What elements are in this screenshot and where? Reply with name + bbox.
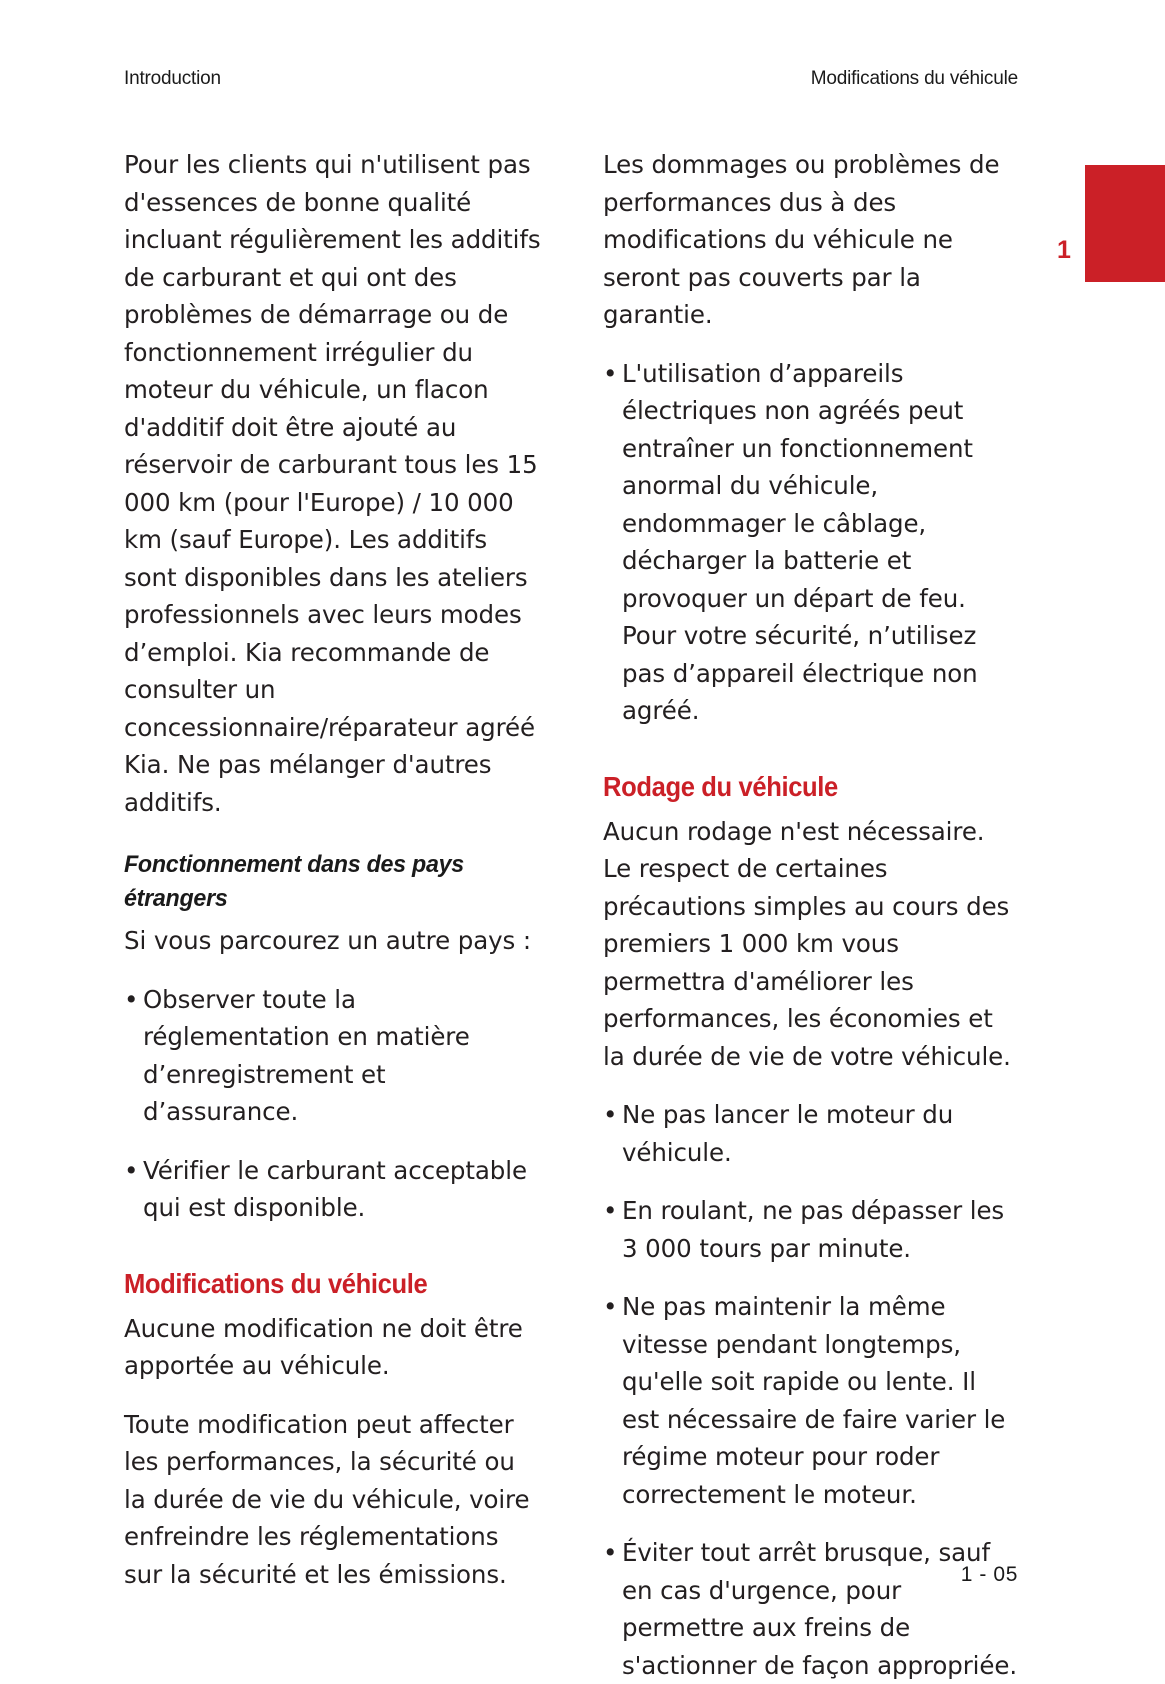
bullet-dot-icon: • — [124, 984, 139, 1014]
subheading-foreign-operation: Fonctionnement dans des pays étrangers — [124, 851, 464, 912]
list-item — [603, 1096, 1020, 1171]
heading-rodage-du-vehicule: Rodage du véhicule — [603, 770, 838, 802]
paragraph-warranty: Les dommages ou problèmes de performances dus à des modifications du véhicule ne seront pas couverts par la garantie. — [603, 150, 1000, 329]
list-item — [124, 1152, 541, 1227]
list-item-text: Ne pas lancer le moteur du véhicule. — [622, 1100, 954, 1167]
list-item-text: En roulant, ne pas dépasser les 3 000 tours par minute. — [622, 1196, 1005, 1263]
list-item — [603, 1534, 1020, 1684]
paragraph-modification-effects: Toute modification peut affecter les performances, la sécurité ou la durée de vie du véhicule, voire enfreindre les réglementations sur la sécurité et les émissions. — [124, 1409, 530, 1589]
list-item-text: L'utilisation d’appareils électriques non agréés peut entraîner un fonctionnement anormal du véhicule, endommager le câblage, décharger la batterie et provoquer un départ de feu. Pour votre sécurité, n’utilisez pas d’appareil électrique non agréé. — [622, 358, 978, 725]
list-item — [603, 355, 1020, 730]
list-item-text: Éviter tout arrêt brusque, sauf en cas d'urgence, pour permettre aux freins de s'actionner de façon appropriée. — [622, 1538, 1018, 1680]
body-columns — [124, 146, 1020, 1684]
list-item-text: Observer toute la réglementation en matière d’enregistrement et d’assurance. — [143, 984, 470, 1126]
paragraph-foreign-intro: Si vous parcourez un autre pays : — [124, 926, 532, 955]
paragraph-fuel-additive: Pour les clients qui n'utilisent pas d'essences de bonne qualité incluant régulièrement les additifs de carburant et qui ont des problèmes de démarrage ou de fonctionnement irrégulier du moteur du véhicule, un flacon d'additif doit être ajouté au réservoir de carburant tous les 15 000 km (pour l'Europe) / 10 000 km (sauf Europe). Les additifs sont disponibles dans les ateliers professionnels avec leurs modes d’emploi. Kia recommande de consulter un concessionnaire/réparateur agréé Kia. Ne pas mélanger d'autres additifs. — [124, 150, 541, 817]
bullet-list-foreign — [124, 981, 541, 1227]
bullet-list-electrical — [603, 355, 1020, 730]
right-column — [603, 146, 1020, 1684]
paragraph-running-in: Aucun rodage n'est nécessaire. Le respect de certaines précautions simples au cours des premiers 1 000 km vous permettra d'améliorer les performances, les économies et la durée de vie de votre véhicule. — [603, 816, 1011, 1071]
bullet-dot-icon: • — [603, 358, 618, 388]
chapter-number: 1 — [1057, 236, 1071, 264]
running-head-left: Introduction — [124, 68, 221, 89]
running-head-right: Modifications du véhicule — [810, 68, 1018, 89]
list-item-text: Ne pas maintenir la même vitesse pendant longtemps, qu'elle soit rapide ou lente. Il est nécessaire de faire varier le régime moteur pour roder correctement le moteur. — [622, 1292, 1006, 1509]
bullet-list-running-in — [603, 1096, 1020, 1684]
left-column — [124, 146, 541, 1684]
bullet-dot-icon: • — [603, 1196, 618, 1225]
bullet-dot-icon: • — [124, 1155, 139, 1185]
chapter-thumb-tab — [1085, 165, 1165, 282]
list-item-text: Vérifier le carburant acceptable qui est disponible. — [143, 1155, 527, 1222]
list-item — [603, 1192, 1020, 1267]
bullet-dot-icon: • — [603, 1100, 618, 1129]
list-item — [124, 981, 541, 1131]
bullet-dot-icon: • — [603, 1292, 618, 1321]
page-folio: 1 - 05 — [960, 1563, 1018, 1586]
heading-modifications-du-vehicule: Modifications du véhicule — [124, 1267, 428, 1299]
list-item — [603, 1288, 1020, 1513]
bullet-dot-icon: • — [603, 1538, 618, 1567]
paragraph-no-modification: Aucune modification ne doit être apportée au véhicule. — [124, 1313, 523, 1380]
